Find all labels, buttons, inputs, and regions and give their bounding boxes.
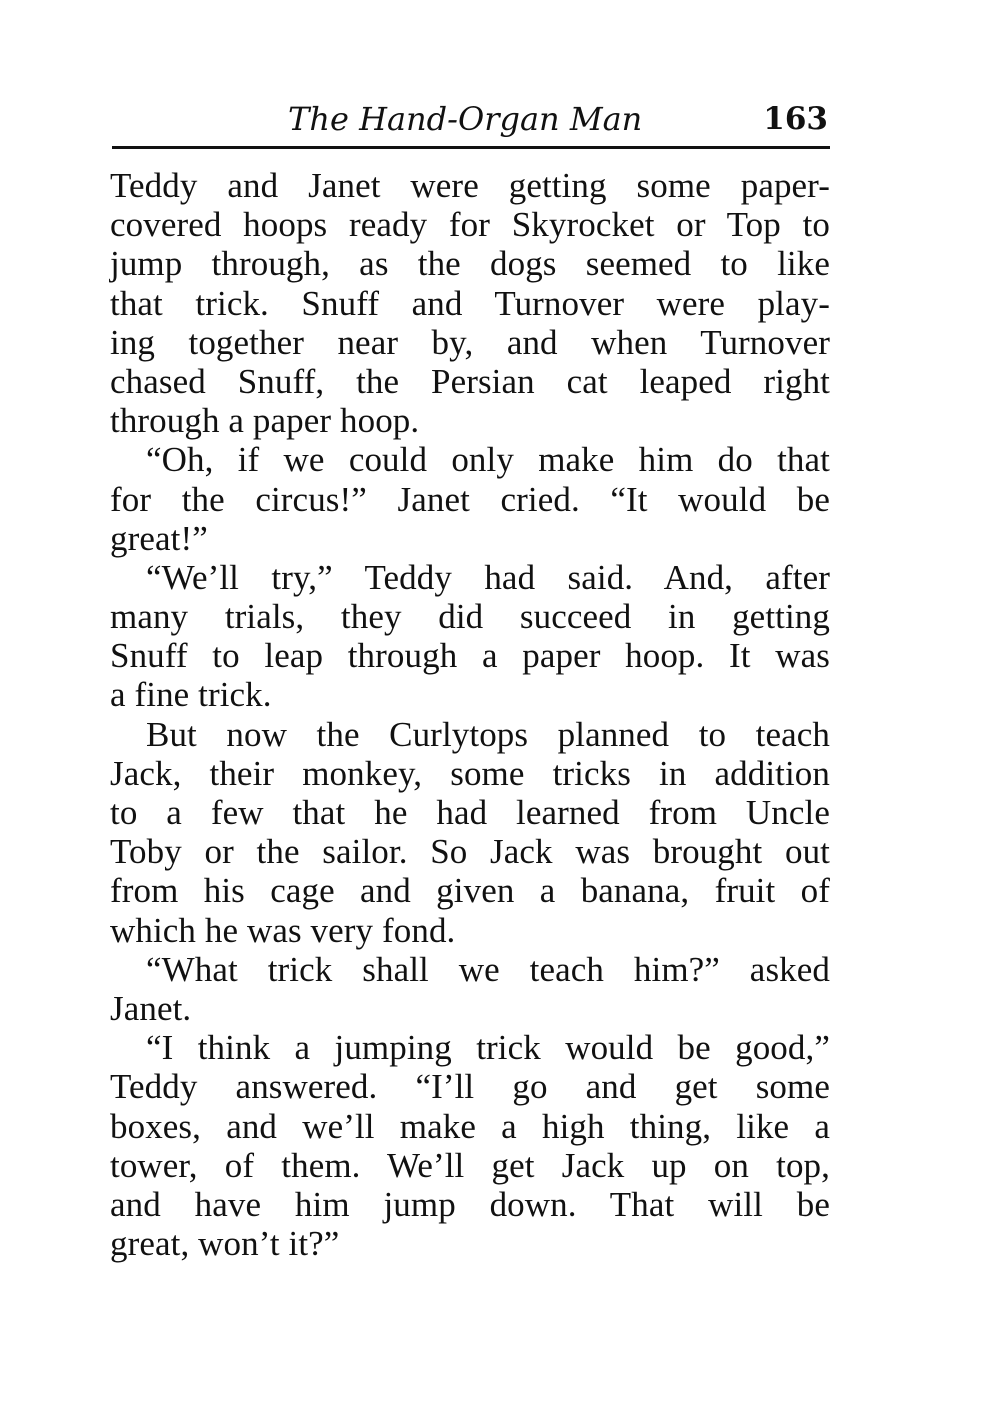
text-line: a fine trick. bbox=[110, 675, 272, 715]
text-line: Janet. bbox=[110, 988, 192, 1028]
text-line: and have him jump down. That will be bbox=[110, 1184, 830, 1224]
text-line: Snuff to leap through a paper hoop. It was bbox=[110, 636, 830, 676]
text-line: great!” bbox=[110, 518, 208, 558]
text-line: ing together near by, and when Turnover bbox=[110, 322, 830, 362]
text-line: “Oh, if we could only make him do that bbox=[146, 440, 830, 480]
text-line: Jack, their monkey, some tricks in addition bbox=[110, 753, 830, 793]
text-line: great, won’t it?” bbox=[110, 1224, 340, 1264]
text-line: Toby or the sailor. So Jack was brought out bbox=[110, 832, 830, 872]
page-number: 163 bbox=[763, 101, 828, 137]
text-line: jump through, as the dogs seemed to like bbox=[110, 244, 830, 284]
running-title: The Hand-Organ Man bbox=[288, 100, 643, 138]
text-line: “We’ll try,” Teddy had said. And, after bbox=[146, 557, 830, 597]
text-line: that trick. Snuff and Turnover were play- bbox=[110, 283, 830, 323]
text-line: many trials, they did succeed in getting bbox=[110, 597, 830, 637]
text-line: But now the Curlytops planned to teach bbox=[146, 714, 830, 754]
text-line: to a few that he had learned from Uncle bbox=[110, 793, 830, 832]
text-line: Teddy answered. “I’ll go and get some bbox=[110, 1067, 830, 1107]
body-text bbox=[110, 166, 830, 1263]
text-line: which he was very fond. bbox=[110, 910, 456, 950]
text-line: boxes, and we’ll make a high thing, like a bbox=[110, 1106, 830, 1146]
text-line: covered hoops ready for Skyrocket or Top to bbox=[110, 205, 830, 245]
text-line: chased Snuff, the Persian cat leaped right bbox=[110, 361, 830, 401]
text-line: “What trick shall we teach him?” asked bbox=[146, 949, 830, 989]
text-line: tower, of them. We’ll get Jack up on top, bbox=[110, 1145, 830, 1185]
text-line: “I think a jumping trick would be good,” bbox=[146, 1028, 830, 1068]
running-head bbox=[112, 98, 828, 140]
text-line: for the circus!” Janet cried. “It would be bbox=[110, 479, 830, 519]
header-rule bbox=[112, 146, 830, 149]
text-line: from his cage and given a banana, fruit of bbox=[110, 871, 830, 911]
text-line: Teddy and Janet were getting some paper- bbox=[110, 166, 830, 205]
text-line: through a paper hoop. bbox=[110, 401, 420, 441]
